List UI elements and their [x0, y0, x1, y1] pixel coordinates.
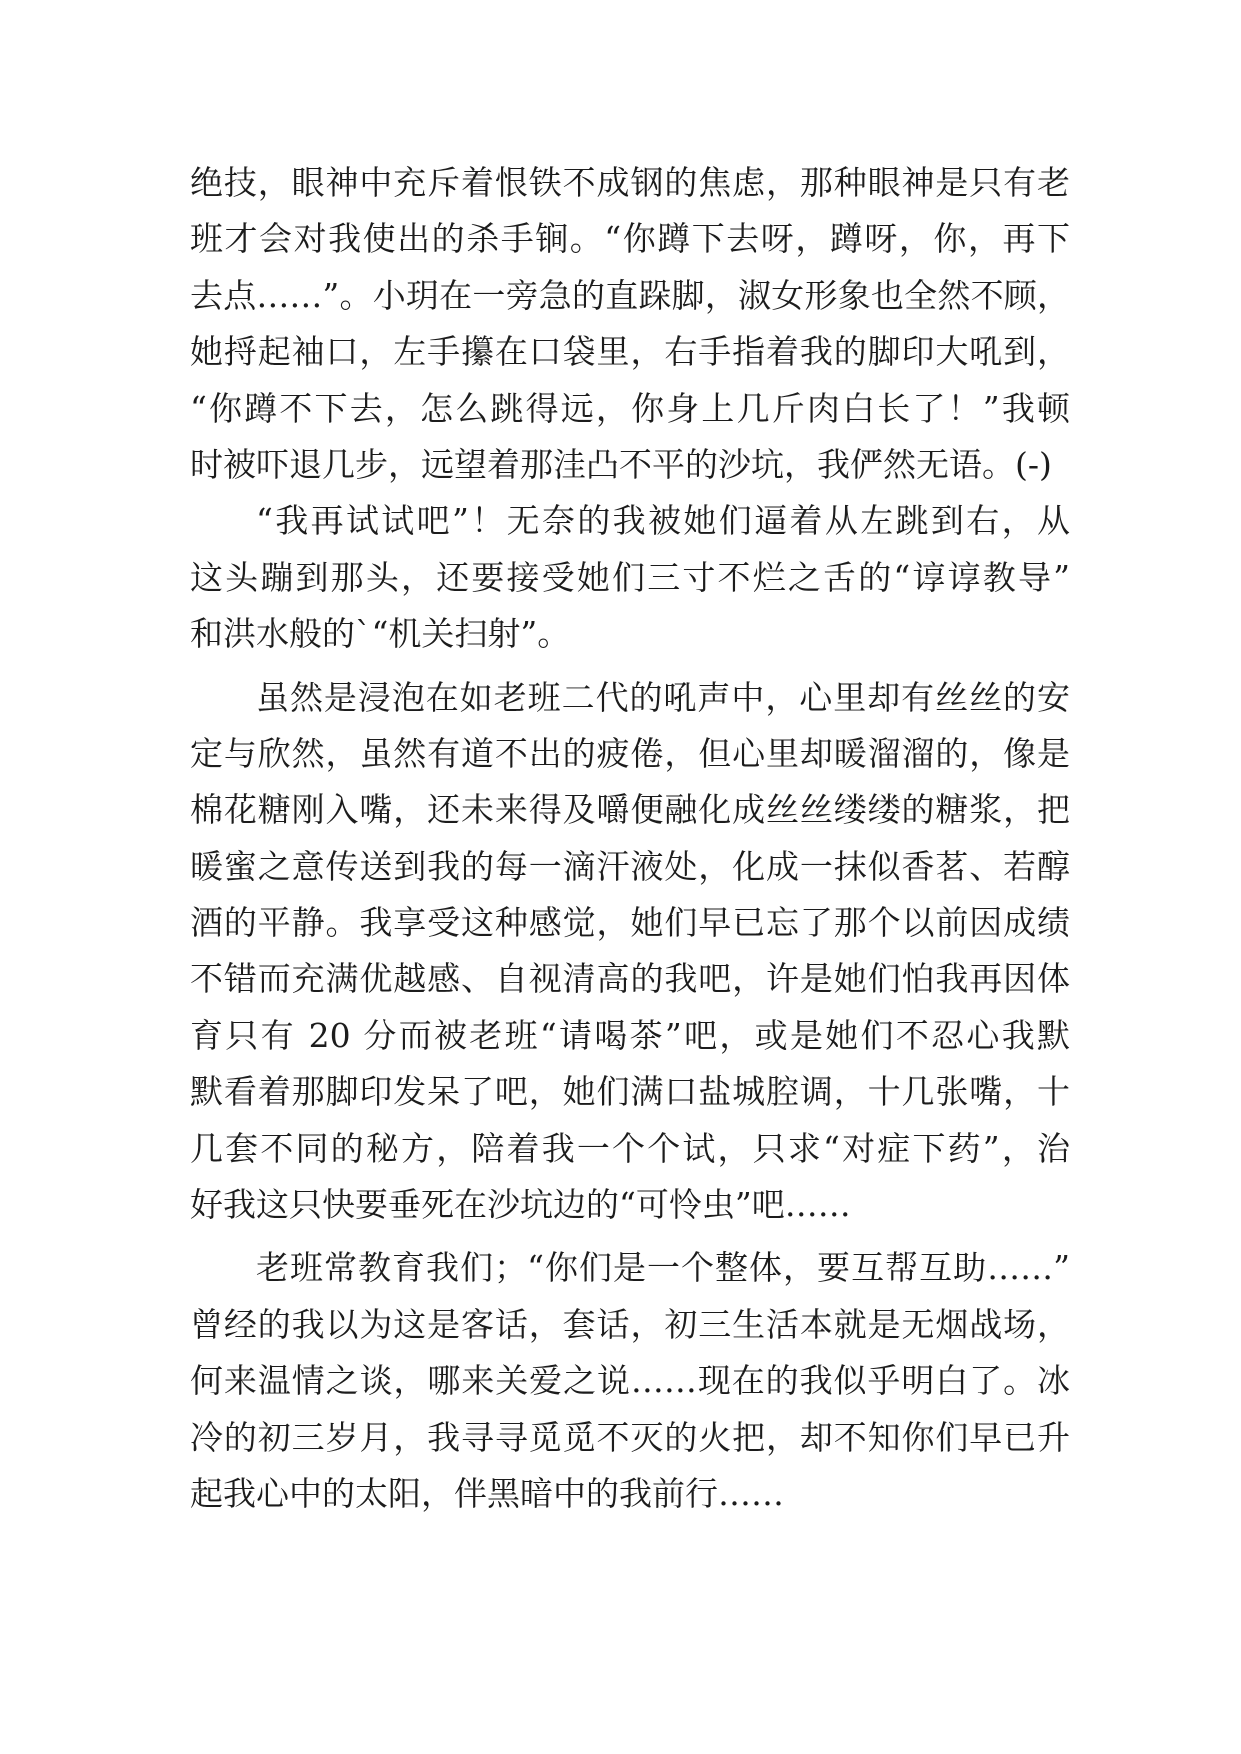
paragraph-3: [190, 670, 1070, 1234]
text-line: 育只有 20 分而被老班“请喝茶”吧，或是她们不忍心我默: [190, 1015, 1070, 1055]
text-line: 冷的初三岁月，我寻寻觅觅不灭的火把，却不知你们早已升: [190, 1417, 1070, 1457]
text-line: 绝技，眼神中充斥着恨铁不成钢的焦虑，那种眼神是只有老: [190, 163, 1070, 202]
text-line: 班才会对我使出的杀手锏。“你蹲下去呀，蹲呀，你，再下: [190, 219, 1070, 259]
text-line: 暖蜜之意传送到我的每一滴汗液处，化成一抹似香茗、若醇: [190, 846, 1070, 886]
text-line: 她捋起袖口，左手攥在口袋里，右手指着我的脚印大吼到，: [190, 332, 1070, 372]
text-line: 默看着那脚印发呆了吧，她们满口盐城腔调，十几张嘴，十: [190, 1072, 1070, 1112]
text-line: 何来温情之谈，哪来关爱之说……现在的我似乎明白了。冰: [190, 1361, 1070, 1401]
text-line: “我再试试吧”！无奈的我被她们逼着从左跳到右，从: [256, 501, 1070, 541]
text-line: 老班常教育我们；“你们是一个整体，要互帮互助……”: [256, 1248, 1070, 1288]
text-line: 去点……”。小玥在一旁急的直跺脚，淑女形象也全然不顾，: [190, 275, 1070, 315]
text-line: 几套不同的秘方，陪着我一个个试，只求“对症下药”，治: [190, 1128, 1070, 1168]
text-line: 棉花糖刚入嘴，还未来得及嚼便融化成丝丝缕缕的糖浆，把: [190, 790, 1070, 830]
text-line: 定与欣然，虽然有道不出的疲倦，但心里却暖溜溜的，像是: [190, 733, 1070, 773]
document-body: [190, 155, 1070, 1522]
paragraph-1: [190, 155, 1070, 493]
text-line: 时被吓退几步，远望着那洼凸不平的沙坑，我俨然无语。(-): [190, 444, 1052, 484]
text-line: 酒的平静。我享受这种感觉，她们早已忘了那个以前因成绩: [190, 903, 1070, 943]
text-line: 这头蹦到那头，还要接受她们三寸不烂之舌的“谆谆教导”: [190, 557, 1070, 597]
paragraph-4: [190, 1240, 1070, 1522]
text-line: 不错而充满优越感、自视清高的我吧，许是她们怕我再因体: [190, 959, 1070, 999]
paragraph-2: [190, 493, 1070, 662]
paragraph-gap: [190, 663, 1070, 670]
text-line: 曾经的我以为这是客话，套话，初三生活本就是无烟战场，: [190, 1304, 1070, 1344]
text-line: “你蹲不下去，怎么跳得远，你身上几斤肉白长了！”我顿: [190, 388, 1070, 428]
paragraph-gap: [190, 1233, 1070, 1240]
text-line: 虽然是浸泡在如老班二代的吼声中，心里却有丝丝的安: [256, 677, 1070, 717]
text-line: 好我这只快要垂死在沙坑边的“可怜虫”吧……: [190, 1185, 851, 1225]
text-line: 起我心中的太阳，伴黑暗中的我前行……: [190, 1473, 784, 1513]
text-line: 和洪水般的`“机关扫射”。: [190, 614, 571, 654]
